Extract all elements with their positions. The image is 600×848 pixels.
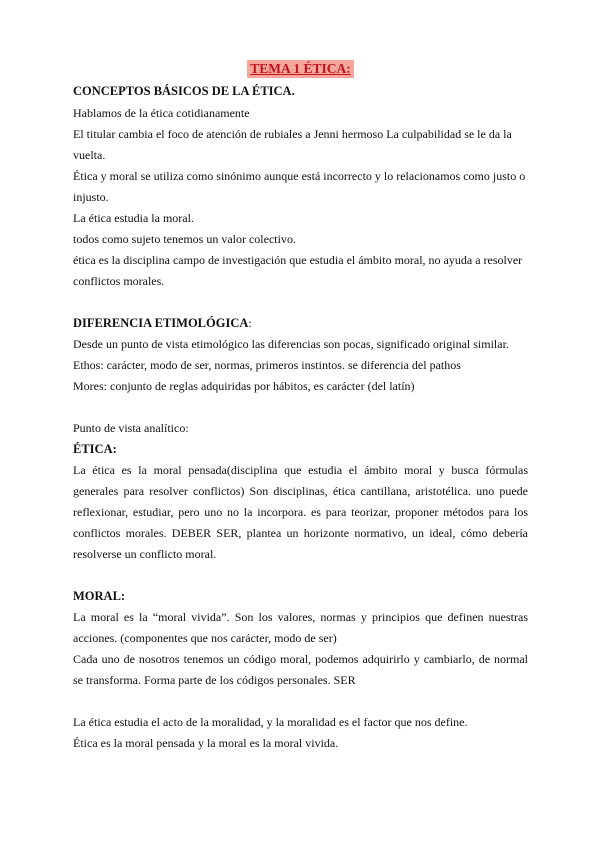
heading-suffix: : [248, 316, 252, 330]
paragraph: El titular cambia el foco de atención de rubiales a Jenni hermoso La culpabilidad se le da la vuelta. [73, 127, 512, 162]
spacer [73, 397, 528, 418]
paragraph: La ética es la moral pensada(disciplina que estudia el ámbito moral y busca fórmulas generales para resolver conflictos) Son disciplinas, ética cantillana, aristotélica. uno puede reflexionar, estudiar, pero uno no la incorpora. es para teorizar, proponer métodos para los conflictos morales. DEBER SER, plantea un horizonte normativo, un ideal, cómo debería resolverse un conflicto moral. [73, 463, 528, 561]
paragraph: todos como sujeto tenemos un valor colectivo. [73, 232, 296, 246]
section-heading-etica: ÉTICA: [73, 442, 117, 456]
section-heading-conceptos: CONCEPTOS BÁSICOS DE LA ÉTICA. [73, 84, 295, 98]
paragraph: ética es la disciplina campo de investigación que estudia el ámbito moral, no ayuda a resolver conflictos morales. [73, 253, 523, 288]
title-wrap [73, 60, 528, 78]
paragraph: La ética estudia el acto de la moralidad, y la moralidad es el factor que nos define. [73, 715, 468, 729]
paragraph: Mores: conjunto de reglas adquiridas por hábitos, es carácter (del latín) [73, 379, 415, 393]
paragraph: Hablamos de la ética cotidianamente [73, 106, 250, 120]
paragraph: Ética y moral se utiliza como sinónimo aunque está incorrecto y lo relacionamos como justo o injusto. [73, 169, 526, 204]
spacer [73, 292, 528, 313]
section-heading-etimologica-line [73, 313, 528, 334]
document-page [73, 60, 528, 754]
paragraph: Ethos: carácter, modo de ser, normas, primeros instintos. se diferencia del pathos [73, 358, 461, 372]
paragraph: Punto de vista analítico: [73, 421, 189, 435]
spacer [73, 565, 528, 586]
paragraph: Desde un punto de vista etimológico las diferencias son pocas, significado original similar. [73, 337, 509, 351]
paragraph: Ética es la moral pensada y la moral es la moral vivida. [73, 736, 339, 750]
paragraph: La ética estudia la moral. [73, 211, 194, 225]
document-title: TEMA 1 ÉTICA: [247, 60, 354, 78]
paragraph: La moral es la “moral vivida”. Son los valores, normas y principios que definen nuestras acciones. (componentes que nos carácter, modo de ser) [73, 610, 528, 645]
paragraph: Cada uno de nosotros tenemos un código moral, podemos adquirirlo y cambiarlo, de normal se transforma. Forma parte de los códigos personales. SER [73, 652, 528, 687]
section-heading-etimologica: DIFERENCIA ETIMOLÓGICA [73, 316, 249, 330]
spacer [73, 691, 528, 712]
section-heading-moral: MORAL: [73, 589, 126, 603]
